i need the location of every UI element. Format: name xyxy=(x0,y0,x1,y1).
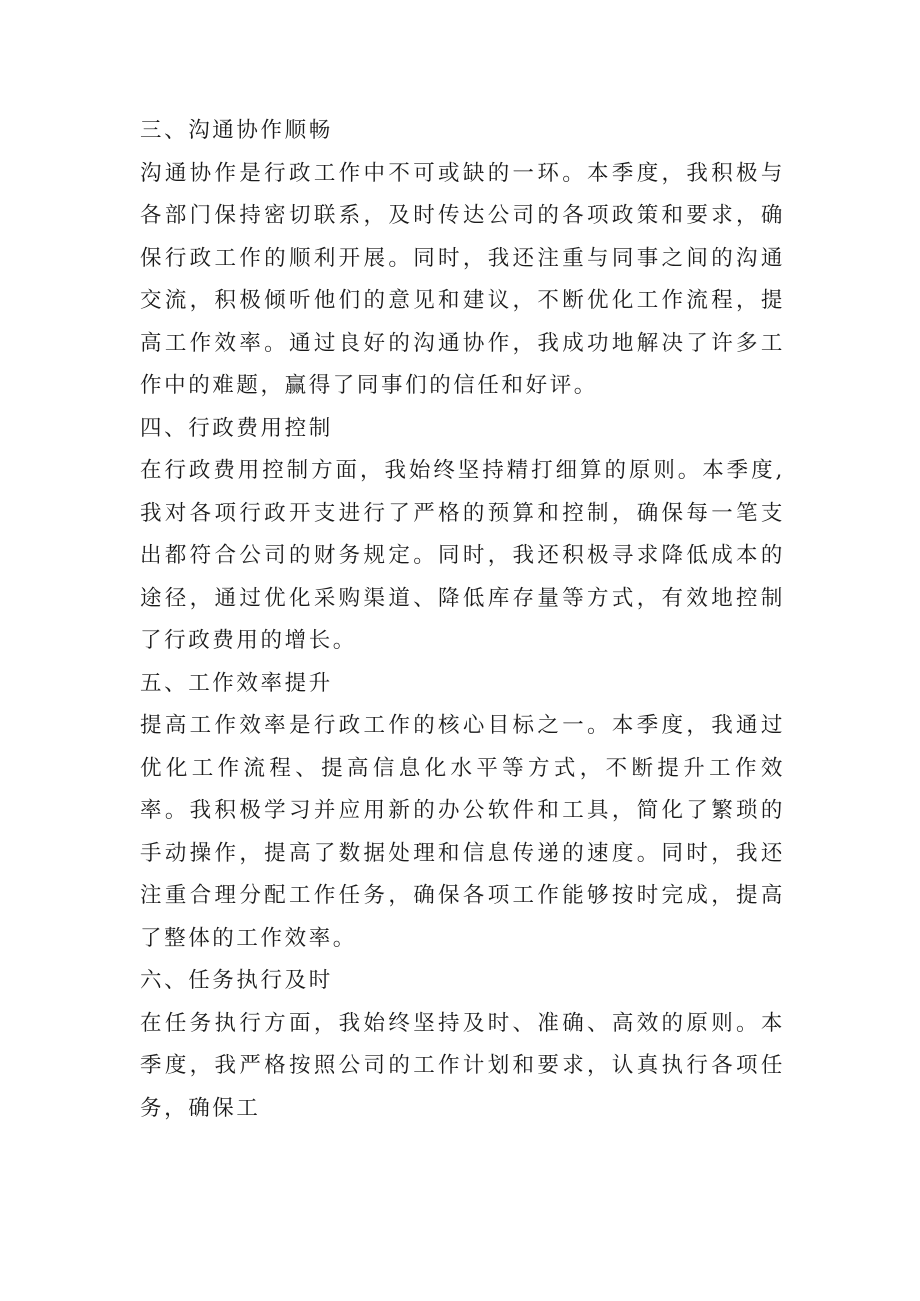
section-heading-3: 三、沟通协作顺畅 xyxy=(140,118,333,143)
section-heading-6: 六、任务执行及时 xyxy=(140,968,333,993)
section-heading-5: 五、工作效率提升 xyxy=(140,670,333,696)
section-paragraph-5: 提高工作效率是行政工作的核心目标之一。本季度，我通过优化工作流程、提高信息化水平等方式，不断提升工作效率。我积极学习并应用新的办公软件和工具，简化了繁琐的手动操作，提高了数据处理和信息传递的速度。同时，我还注重合理分配工作任务，确保各项工作能够按时完成，提高了整体的工作效率。 xyxy=(140,713,785,951)
section-paragraph-6: 在任务执行方面，我始终坚持及时、准确、高效的原则。本季度，我严格按照公司的工作计划和要求，认真执行各项任务，确保工 xyxy=(140,1010,785,1121)
document-body xyxy=(140,110,785,1130)
section-paragraph-3: 沟通协作是行政工作中不可或缺的一环。本季度，我积极与各部门保持密切联系，及时传达公司的各项政策和要求，确保行政工作的顺利开展。同时，我还注重与同事之间的沟通交流，积极倾听他们的意见和建议，不断优化工作流程，提高工作效率。通过良好的沟通协作，我成功地解决了许多工作中的难题，赢得了同事们的信任和好评。 xyxy=(140,160,785,398)
section-paragraph-4: 在行政费用控制方面，我始终坚持精打细算的原则。本季度,我对各项行政开支进行了严格的预算和控制，确保每一笔支出都符合公司的财务规定。同时，我还积极寻求降低成本的途径，通过优化采购渠道、降低库存量等方式，有效地控制了行政费用的增长。 xyxy=(140,458,785,653)
section-heading-4: 四、行政费用控制 xyxy=(140,415,333,441)
